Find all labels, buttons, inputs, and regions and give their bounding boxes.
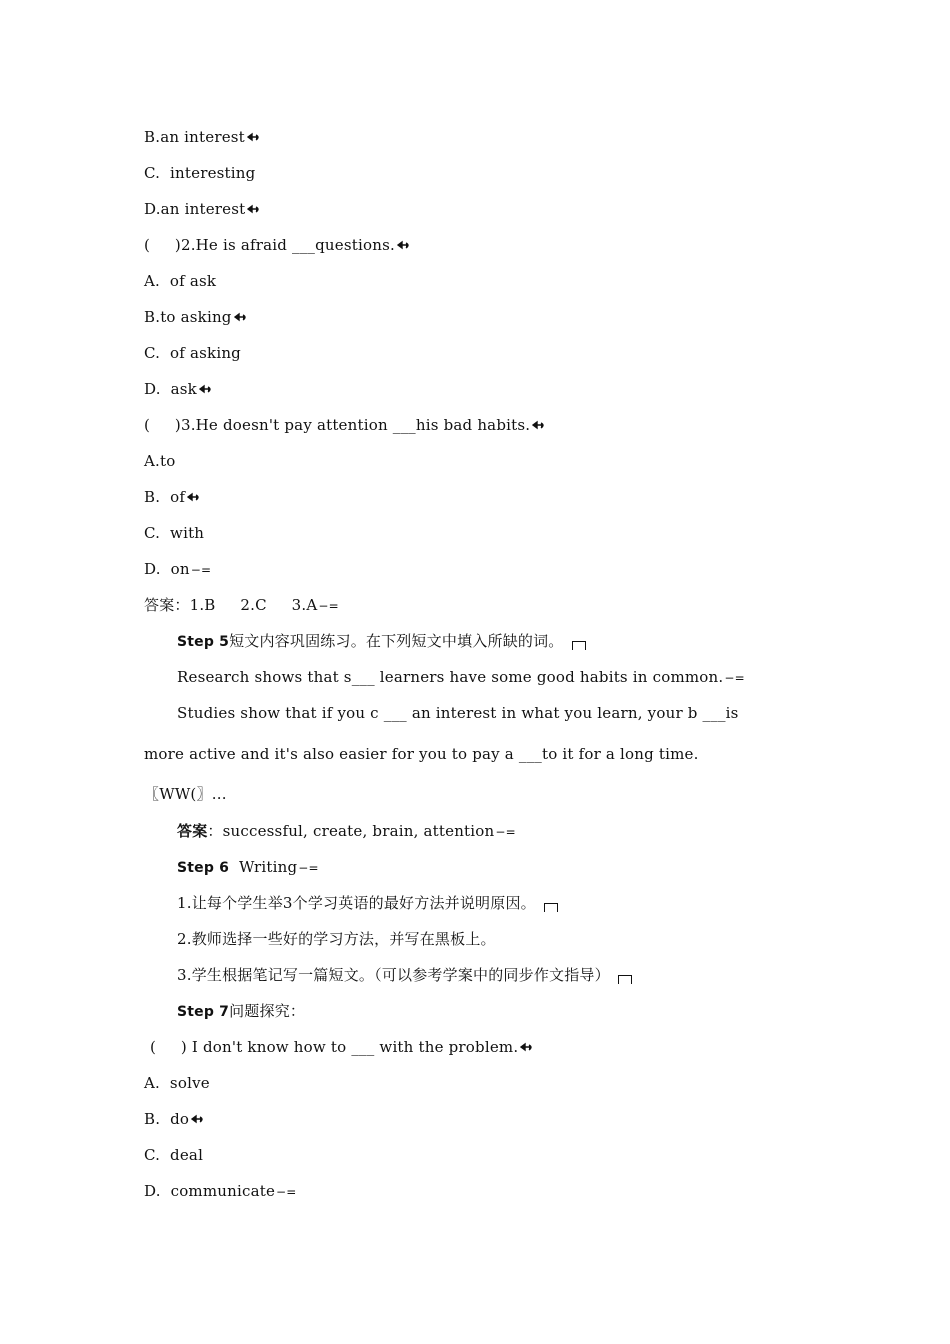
instruction-line: 1.让每个学生举3个学习英语的最好方法并说明原因。 xyxy=(177,893,558,913)
paragraph-mark-icon xyxy=(397,240,411,250)
option-line: A. of ask xyxy=(144,272,217,290)
answer-key: 答案：1.B 2.C 3.A−= xyxy=(144,596,339,614)
instruction-line: 3.学生根据笔记写一篇短文。（可以参考学案中的同步作文指导） xyxy=(177,965,632,985)
option-line: D. communicate−= xyxy=(144,1182,297,1200)
line-end-mark: −= xyxy=(276,1185,297,1199)
option-line: C. with xyxy=(144,524,205,542)
step-heading: Step 5短文内容巩固练习。在下列短文中填入所缺的词。 xyxy=(177,631,586,652)
option-line: D.an interest xyxy=(144,199,261,219)
option-line: B.an interest xyxy=(144,127,261,147)
answer-label: 答案 xyxy=(177,822,208,840)
step-label: Step 5 xyxy=(177,634,230,650)
option-line: C. deal xyxy=(144,1146,204,1164)
question-line: ( )2.He is afraid ___questions. xyxy=(144,235,411,255)
option-line: B.to asking xyxy=(144,307,248,327)
answer-line: 答案：successful, create, brain, attention−= xyxy=(177,822,516,840)
paragraph-line: Research shows that s___ learners have some good habits in common.−= xyxy=(177,668,745,686)
option-line: A.to xyxy=(144,452,176,470)
bracket-mark-icon xyxy=(572,641,586,650)
line-end-mark: −= xyxy=(298,861,319,875)
paragraph-mark-icon xyxy=(187,492,201,502)
step-label: Step 6 xyxy=(177,860,230,876)
option-line: B. of xyxy=(144,487,201,507)
format-code: 〖WW(〗… xyxy=(144,785,227,803)
option-line: A. solve xyxy=(144,1074,210,1092)
option-line: C. interesting xyxy=(144,164,256,182)
line-end-mark: −= xyxy=(318,599,339,613)
line-end-mark: −= xyxy=(495,825,516,839)
paragraph-mark-icon xyxy=(191,1114,205,1124)
line-end-mark: −= xyxy=(724,671,745,685)
option-line: C. of asking xyxy=(144,344,241,362)
paragraph-mark-icon xyxy=(199,384,213,394)
paragraph-mark-icon xyxy=(234,312,248,322)
instruction-line: 2.教师选择一些好的学习方法，并写在黑板上。 xyxy=(177,930,496,948)
paragraph-mark-icon xyxy=(247,204,261,214)
step-label: Step 7 xyxy=(177,1004,230,1020)
option-line: D. ask xyxy=(144,379,213,399)
paragraph-mark-icon xyxy=(247,132,261,142)
bracket-mark-icon xyxy=(544,903,558,912)
paragraph-mark-icon xyxy=(532,420,546,430)
question-line: ( ) I don't know how to ___ with the problem. xyxy=(150,1037,534,1057)
bracket-mark-icon xyxy=(618,975,632,984)
option-line: B. do xyxy=(144,1109,205,1129)
question-line: ( )3.He doesn't pay attention ___his bad habits. xyxy=(144,415,546,435)
paragraph-line: Studies show that if you c ___ an interest in what you learn, your b ___is xyxy=(177,704,739,722)
option-line: D. on−= xyxy=(144,560,212,578)
paragraph-line: more active and it's also easier for you to pay a ___to it for a long time. xyxy=(144,745,699,763)
paragraph-mark-icon xyxy=(520,1042,534,1052)
line-end-mark: −= xyxy=(190,563,212,577)
step-heading: Step 6 Writing−= xyxy=(177,858,319,876)
step-heading: Step 7问题探究： xyxy=(177,1002,306,1020)
